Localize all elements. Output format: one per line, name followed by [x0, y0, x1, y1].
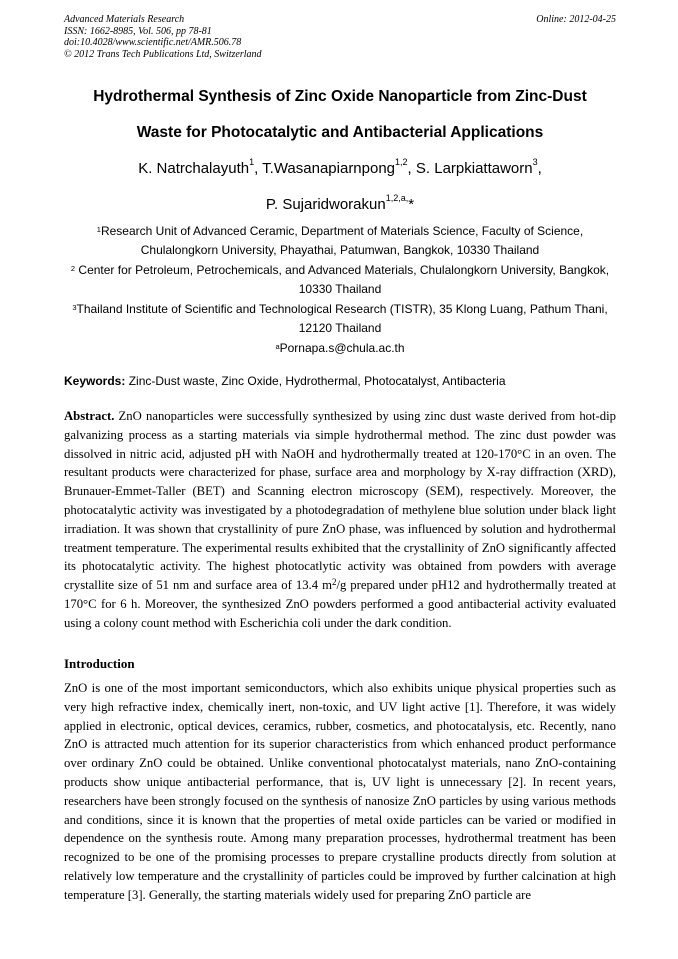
author-name: P. Sujaridworakun — [265, 196, 386, 213]
keywords-label: Keywords: — [64, 374, 126, 388]
corresponding-author-star: * — [408, 196, 415, 213]
author-affiliation-mark: 1 — [249, 157, 255, 167]
author-list-line-2 — [64, 193, 616, 213]
author-name: , S. Larpkiattaworn — [407, 160, 533, 177]
email-address[interactable]: Pornapa.s@chula.ac.th — [279, 341, 405, 355]
issn-line: ISSN: 1662-8985, Vol. 506, pp 78-81 — [64, 25, 212, 37]
journal-name: Advanced Materials Research — [64, 14, 185, 25]
keywords-line — [64, 374, 616, 388]
author-list-line-1 — [64, 157, 616, 177]
affiliation-3 — [64, 300, 616, 338]
affiliation-number: 1 — [96, 225, 101, 234]
affiliation-text: Thailand Institute of Scientific and Technological Research (TISTR), 35 Klong Luang, Pathum Thani, 12120 Thailand — [76, 302, 608, 335]
abstract-text: ZnO nanoparticles were successfully synthesized by using zinc dust waste derived from hot-dip galvanizing process as a starting materials via simple hydrothermal method. The zinc dust powder was dissolved in nitric acid, adjusted pH with NaOH and hydrothermally treated at 120-170°C in an oven. The resultant products were characterized for phase, surface area and morphology by X-ray diffraction (XRD), Brunauer-Emmet-Taller (BET) and Scanning electron microscopy (SEM), respectively. Moreover, the photocatalytic activity was investigated by a photodegradation of methylene blue solution under black light irradiation. It was shown that crystallinity of pure ZnO phase, was influenced by solution and hydrothermal treatment temperature. The experimental results exhibited that the crystallinity of ZnO significantly affected its photocatalytic activity. The highest photocatlytic activity was obtained from powders with average crystallite size of 51 nm and surface area of 13.4 m — [64, 409, 616, 593]
author-affiliation-mark: 3 — [532, 157, 538, 167]
introduction-paragraph: ZnO is one of the most important semiconductors, which also exhibits unique physical properties such as very high refractive index, chemically inert, non-toxic, and UV light active [1]. Therefore, it was widely applied in electronic, optical devices, ceramics, rubber, cosmetics, and photocatalysis, etc. Recently, nano ZnO is attracted much attention for its superior characteristics from which enhanced product performance over ordinary ZnO could be obtained. Unlike conventional photocatalyst materials, nano ZnO-containing products show unique antibacterial performance, that is, UV light is unnecessary [2]. In recent years, researchers have been strongly focused on the synthesis of nanosize ZnO particles by using various methods and conditions, since it is known that the properties of metal oxide particles can be varied or modified in dependence on the synthesis route. Among many preparation processes, hydrothermal treatment has been recognized to be one of the promising processes to prepare crystalline products directly from solution at relatively low temperature and the crystallinity of particles could be improved by further calcination at high temperature [3]. Generally, the starting materials widely used for preparing ZnO particle are — [64, 681, 616, 902]
contact-email — [64, 339, 616, 358]
affiliation-number: 3 — [72, 303, 77, 312]
author-affiliation-mark: 1,2,a, — [385, 193, 409, 203]
paper-title-line-1: Hydrothermal Synthesis of Zinc Oxide Nanoparticle from Zinc-Dust — [93, 88, 587, 105]
copyright-line: © 2012 Trans Tech Publications Ltd, Switzerland — [64, 48, 262, 60]
affiliation-text: Research Unit of Advanced Ceramic, Department of Materials Science, Faculty of Science, Chulalongkorn University, Phayathai, Patumwan, Bangkok, 10330 Thailand — [100, 224, 584, 257]
email-mark: a — [275, 342, 280, 351]
affiliation-number: 2 — [70, 264, 76, 273]
abstract-paragraph — [64, 407, 616, 633]
affiliation-1 — [64, 222, 616, 260]
abstract-label: Abstract. — [64, 409, 115, 423]
affiliation-2 — [64, 261, 616, 299]
superscript: 2 — [331, 577, 337, 588]
affiliation-text: Center for Petroleum, Petrochemicals, and Advanced Materials, Chulalongkorn University, Bangkok, 10330 Thailand — [75, 263, 610, 296]
doi-line: doi:10.4028/www.scientific.net/AMR.506.78 — [64, 37, 242, 48]
author-separator: , — [537, 160, 542, 177]
author-name: , T.Wasanapiarnpong — [254, 160, 396, 177]
paper-title-line-2: Waste for Photocatalytic and Antibacterial Applications — [136, 124, 544, 141]
author-affiliation-mark: 1,2 — [395, 157, 408, 167]
section-heading-introduction: Introduction — [64, 656, 135, 671]
author-name: K. Natrchalayuth — [138, 160, 250, 177]
online-date: Online: 2012-04-25 — [536, 14, 616, 25]
abstract-text-continued: /g prepared under pH12 and hydrothermally treated at 170°C for 6 h. Moreover, the synthesized ZnO powders performed a good antibacterial activity evaluated using a colony count method with Escherichia coli under the dark condition. — [64, 578, 616, 630]
journal-header — [64, 14, 616, 60]
keywords-text: Zinc-Dust waste, Zinc Oxide, Hydrothermal, Photocatalyst, Antibacteria — [125, 374, 506, 388]
